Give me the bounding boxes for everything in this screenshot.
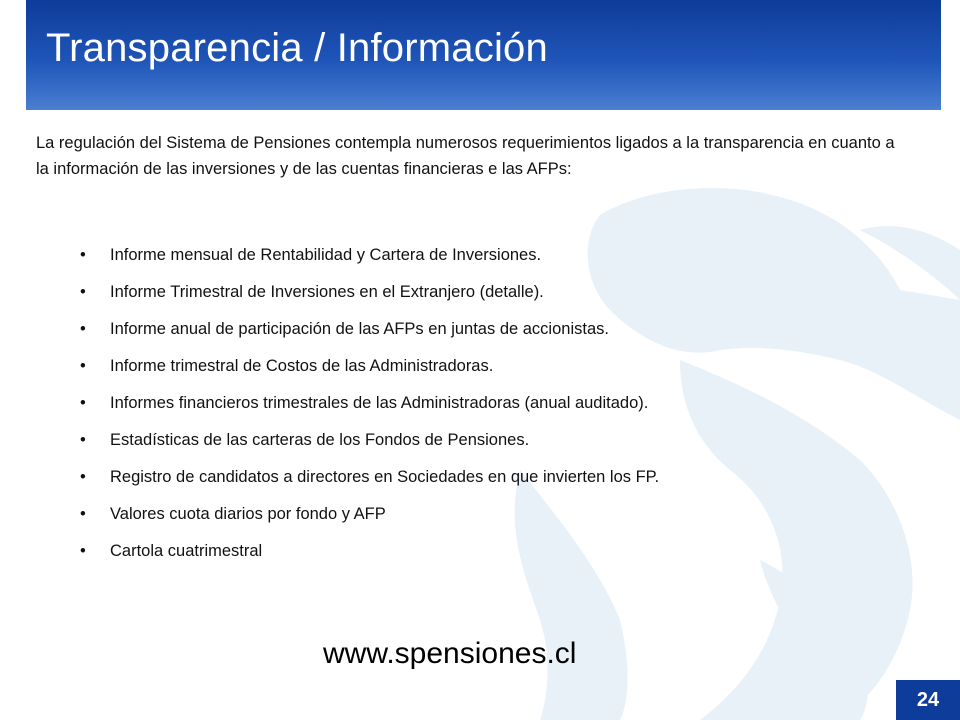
- bullet-icon: •: [80, 320, 86, 338]
- list-item-text: Valores cuota diarios por fondo y AFP: [110, 505, 386, 523]
- list-item: [80, 244, 930, 281]
- list-item-text: Registro de candidatos a directores en Sociedades en que invierten los FP.: [110, 468, 660, 486]
- bullet-icon: •: [80, 357, 86, 375]
- bullet-icon: •: [80, 468, 86, 486]
- list-item-text: Informe Trimestral de Inversiones en el Extranjero (detalle).: [110, 283, 544, 301]
- list-item: [80, 540, 930, 577]
- bullet-icon: •: [80, 431, 86, 449]
- list-item-text: Informe mensual de Rentabilidad y Cartera de Inversiones.: [110, 246, 542, 264]
- list-item: [80, 503, 930, 540]
- slide-title: Transparencia / Información: [46, 26, 548, 70]
- list-item: [80, 281, 930, 318]
- bullet-icon: •: [80, 505, 86, 523]
- list-item-text: Informe anual de participación de las AFPs en juntas de accionistas.: [110, 320, 609, 338]
- list-item: [80, 429, 930, 466]
- bullet-icon: •: [80, 542, 86, 560]
- requirements-list: [80, 244, 930, 577]
- list-item: [80, 466, 930, 503]
- title-bar: [26, 0, 941, 110]
- list-item: [80, 318, 930, 355]
- list-item: [80, 392, 930, 429]
- list-item-text: Estadísticas de las carteras de los Fondos de Pensiones.: [110, 431, 530, 449]
- bullet-icon: •: [80, 283, 86, 301]
- list-item: [80, 355, 930, 392]
- page-number-badge: 24: [896, 680, 960, 720]
- list-item-text: Informe trimestral de Costos de las Administradoras.: [110, 357, 494, 375]
- list-item-text: Cartola cuatrimestral: [110, 542, 263, 560]
- website-url: www.spensiones.cl: [323, 637, 577, 670]
- list-item-text: Informes financieros trimestrales de las Administradoras (anual auditado).: [110, 394, 649, 412]
- bullet-icon: •: [80, 394, 86, 412]
- bullet-icon: •: [80, 246, 86, 264]
- intro-paragraph: La regulación del Sistema de Pensiones contempla numerosos requerimientos ligados a la transparencia en cuanto a la información de las inversiones y de las cuentas financieras e las AFPs:: [36, 134, 895, 178]
